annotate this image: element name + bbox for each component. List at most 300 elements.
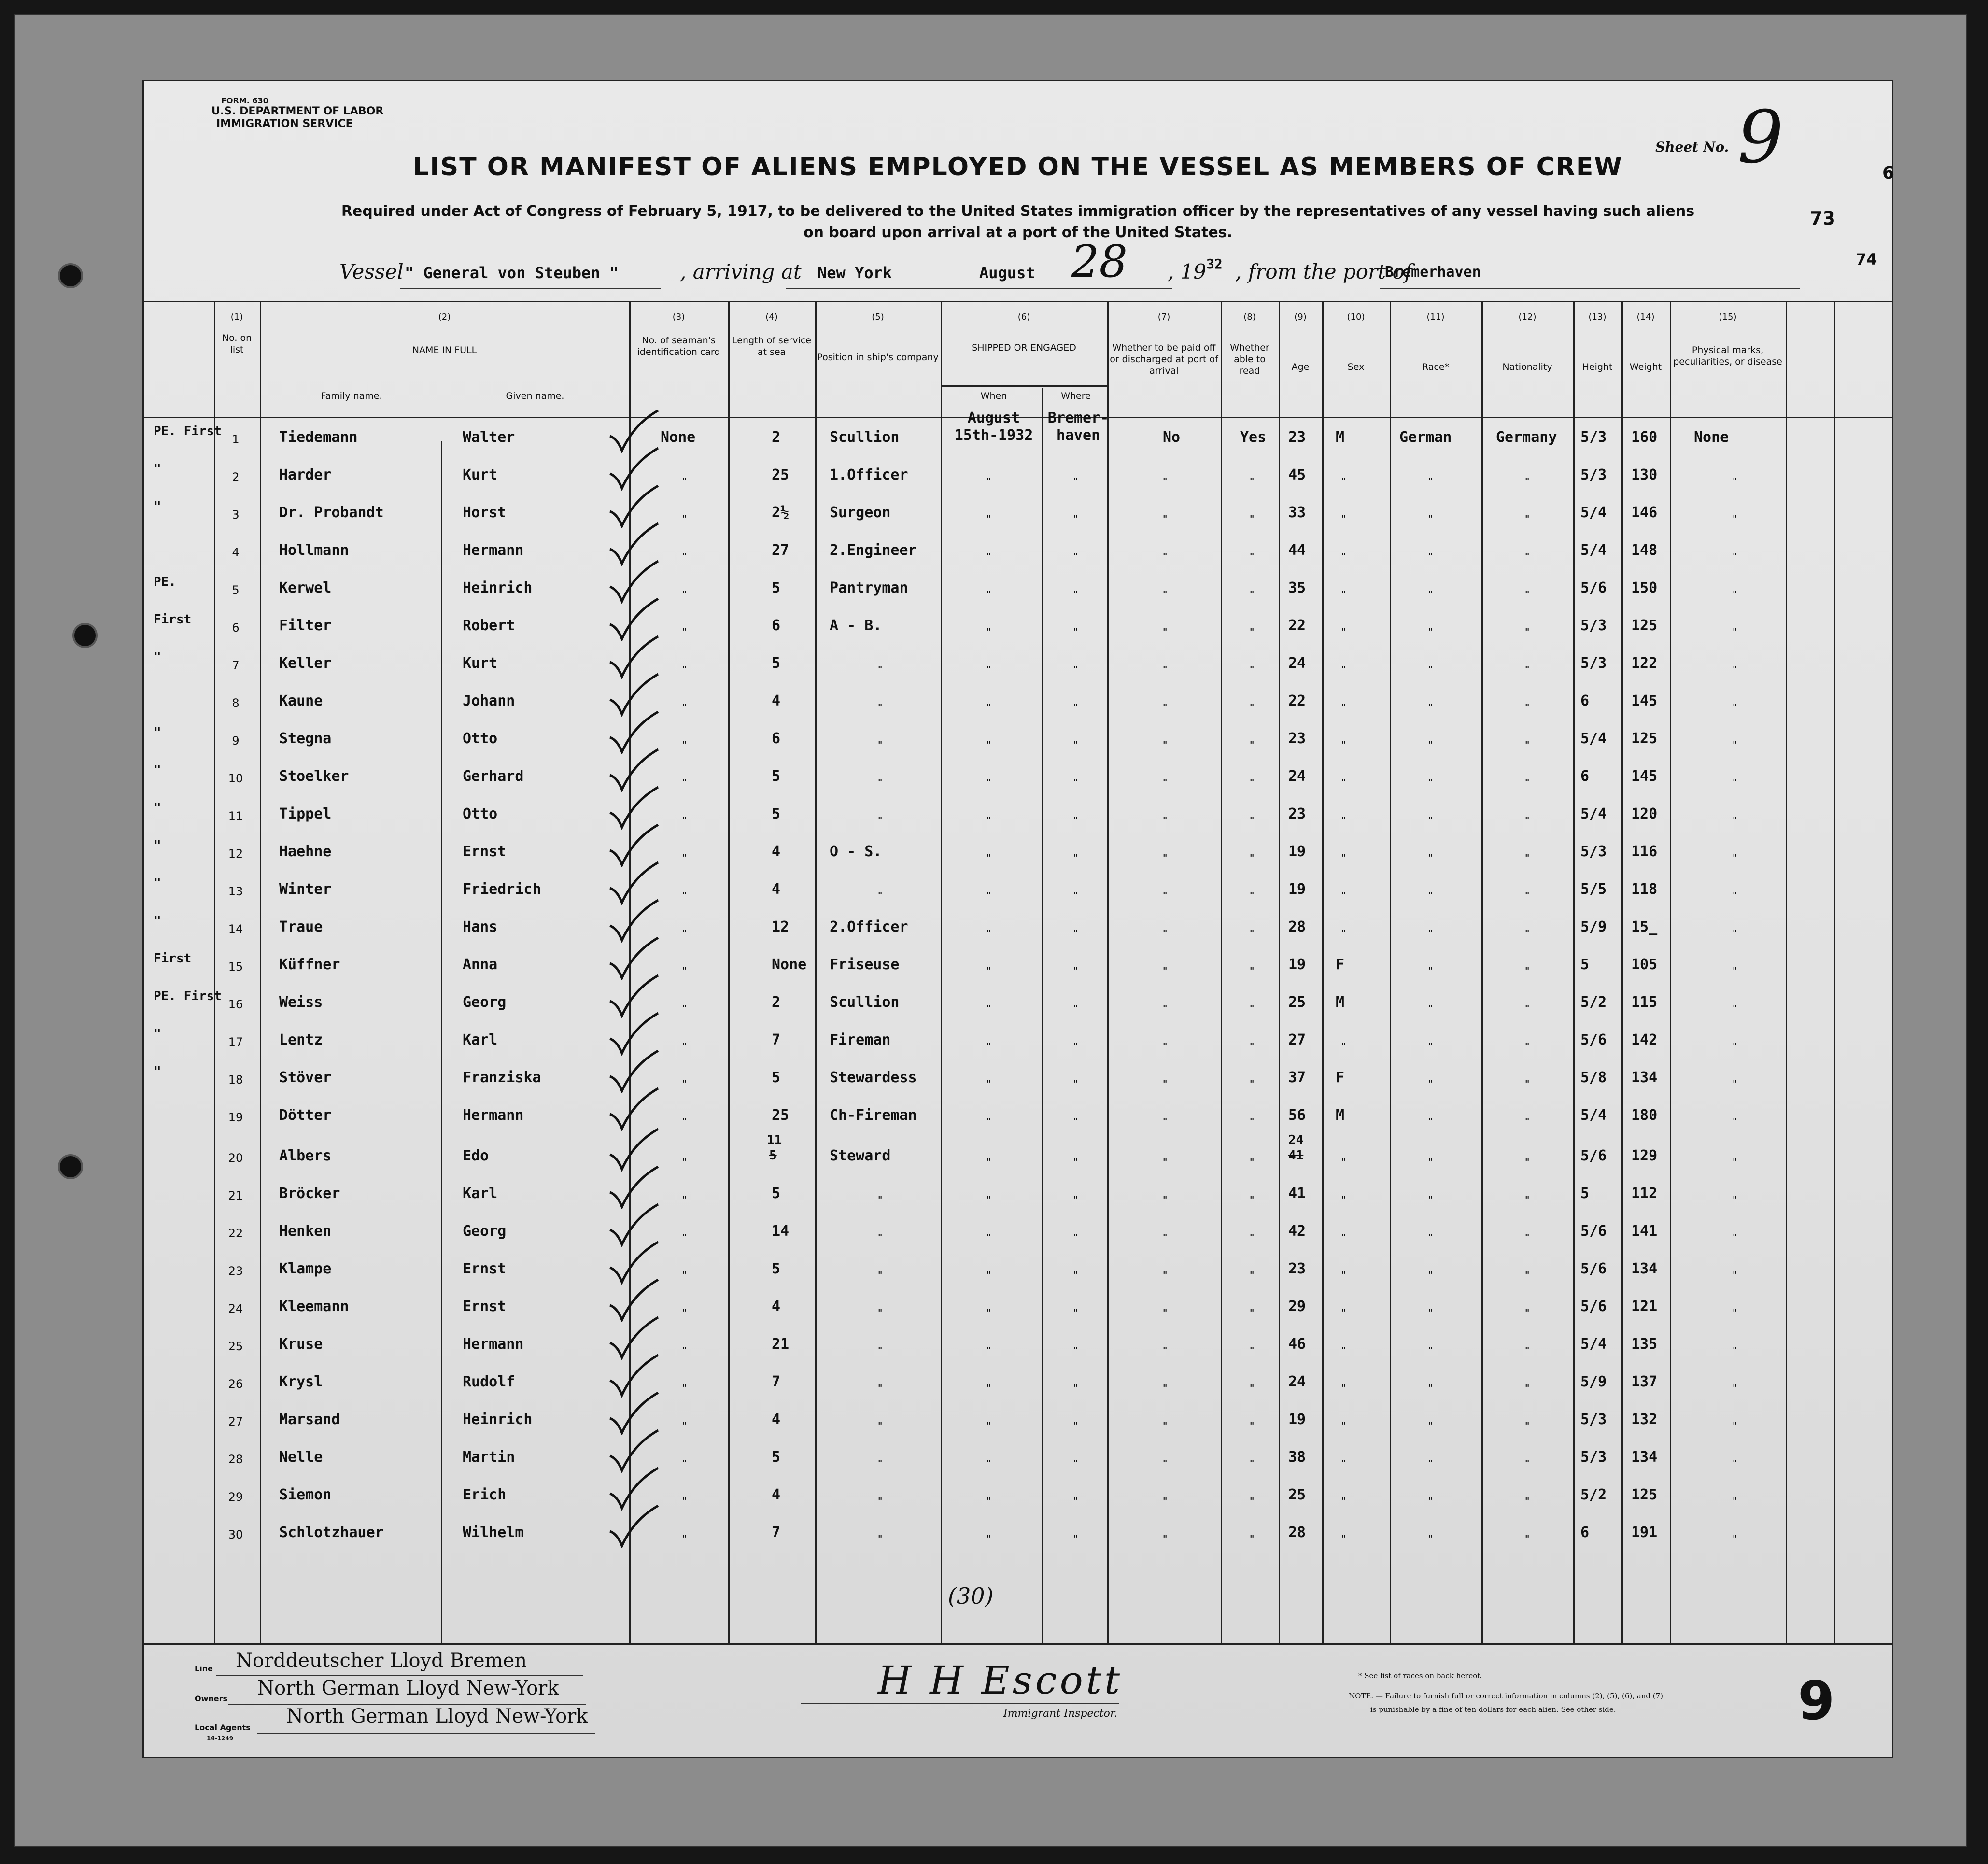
given-name: Rudolf [463,1373,515,1390]
ditto-mark: " [1525,627,1530,637]
column-header: Position in ship's company [817,352,939,363]
ditto-mark: " [1163,551,1168,562]
ditto-mark: " [1733,514,1737,524]
ditto-mark: " [878,1496,883,1506]
class-mark: PE. [154,575,176,589]
table-column-rule [441,441,442,1643]
subheader-when: When [980,391,1007,401]
bottom-sheet-number: 9 [1798,1670,1835,1732]
given-name: Gerhard [463,768,524,785]
given-name: Kurt [463,655,498,672]
ditto-mark: " [1525,928,1530,938]
ditto-mark: " [1733,627,1737,637]
ditto-mark: " [1428,514,1433,524]
weight: 134 [1631,1069,1658,1086]
row-number: 17 [228,1035,243,1049]
ditto-mark: " [682,1079,687,1089]
service-length: 5 [772,805,781,822]
seaman-card: None [661,429,696,446]
ditto-mark: " [987,1534,991,1544]
ditto-mark: " [1341,551,1346,562]
ditto-mark: " [1163,1116,1168,1127]
weight: 134 [1631,1260,1658,1277]
ditto-mark: " [878,1534,883,1544]
ditto-mark: " [1733,1041,1737,1051]
ditto-mark: " [1073,1270,1078,1280]
given-name: Hans [463,918,498,935]
ditto-mark: " [1733,777,1737,788]
service-length: 12 [772,918,790,935]
ditto-mark: " [1525,1079,1530,1089]
table-column-rule [1621,301,1623,1643]
ditto-mark: " [878,1383,883,1393]
check-mark-icon [607,1166,661,1209]
ditto-mark: " [987,966,991,976]
age: 45 [1288,466,1306,483]
ditto-mark: " [1525,1116,1530,1127]
ditto-mark: " [1428,1534,1433,1544]
family-name: Tippel [279,805,332,822]
age: 24 [1288,1133,1304,1147]
height: 5/3 [1580,843,1607,860]
ditto-mark: " [1341,664,1346,675]
column-header: No. of seaman's identification card [637,335,720,357]
ditto-mark: " [1163,966,1168,976]
service-length: 6 [772,617,781,634]
row-number: 16 [228,998,243,1011]
ditto-mark: " [1525,1496,1530,1506]
ditto-mark: " [1341,890,1346,901]
class-mark: " [154,838,161,853]
column-header: Sex [1347,362,1365,372]
table-row-rule [144,301,1892,302]
check-mark-icon [607,937,661,980]
ditto-mark: " [1525,740,1530,750]
height: 5/4 [1580,1336,1607,1353]
ditto-mark: " [878,702,883,712]
ditto-mark: " [1428,1195,1433,1205]
ditto-mark: " [682,1458,687,1469]
sheet-number: 9 [1737,96,1784,180]
family-name: Stoelker [279,768,349,785]
given-name: Georg [463,1223,507,1240]
ditto-mark: " [878,890,883,901]
ditto-mark: " [1250,1195,1255,1205]
service-length: 2 [772,994,781,1011]
ditto-mark: " [1073,551,1078,562]
given-name: Karl [463,1031,498,1048]
ditto-mark: " [1163,1308,1168,1318]
ditto-mark: " [1073,1003,1078,1014]
ditto-mark: " [1525,853,1530,863]
age: 25 [1288,994,1306,1011]
ditto-mark: " [1428,1079,1433,1089]
row-number: 8 [232,696,240,710]
ditto-mark: " [987,1157,991,1167]
ditto-mark: " [1341,928,1346,938]
ditto-mark: " [987,777,991,788]
family-name: Kaune [279,692,323,709]
check-mark-icon [607,974,661,1018]
column-number: (12) [1518,312,1537,322]
table-column-rule [1834,301,1835,1643]
ditto-mark: " [1250,1534,1255,1544]
column-header: Physical marks, peculiarities, or disease [1673,345,1782,367]
age: 27 [1288,1031,1306,1048]
family-name: Bröcker [279,1185,340,1202]
row-number: 11 [228,809,243,823]
check-mark-icon [607,1128,661,1172]
departure-underline [1380,288,1800,289]
ditto-mark: " [682,928,687,938]
weight: 112 [1631,1185,1658,1202]
age: 24 [1288,768,1306,785]
weight: 137 [1631,1373,1658,1390]
service-length: 4 [772,881,781,898]
age: 23 [1288,1260,1306,1277]
row-number: 29 [228,1490,243,1504]
ditto-mark: " [1428,1157,1433,1167]
ditto-mark: " [1073,1116,1078,1127]
ditto-mark: " [1250,514,1255,524]
ditto-mark: " [987,1308,991,1318]
table-column-rule [1322,301,1324,1643]
service-struck: 5 [769,1148,777,1163]
height: 5/3 [1580,429,1607,446]
ditto-mark: " [1428,1458,1433,1469]
ditto-mark: " [1428,551,1433,562]
weight: 15_ [1631,918,1658,935]
ditto-mark: " [1163,627,1168,637]
family-name: Stöver [279,1069,332,1086]
ditto-mark: " [682,1534,687,1544]
class-mark: First [154,951,192,966]
date-underline [965,288,1172,289]
ditto-mark: " [987,1345,991,1356]
ditto-mark: " [1733,1534,1737,1544]
sex: F [1336,956,1345,973]
height: 5/6 [1580,579,1607,596]
weight: 125 [1631,617,1658,634]
ditto-mark: " [682,1421,687,1431]
ditto-mark: " [1428,1232,1433,1243]
from-port-label: , from the port of [1235,260,1412,283]
ditto-mark: " [987,928,991,938]
ditto-mark: " [1341,1195,1346,1205]
ditto-mark: " [878,1232,883,1243]
ditto-mark: " [1250,702,1255,712]
class-mark: " [154,725,161,740]
footer-divider [144,1643,1892,1645]
ditto-mark: " [1250,1003,1255,1014]
column-header: Whether able to read [1230,342,1269,376]
ditto-mark: " [1341,514,1346,524]
position: Pantryman [830,579,908,596]
table-column-rule [941,301,942,1643]
age: 44 [1288,542,1306,559]
ditto-mark: " [1428,1041,1433,1051]
service-length: 11 [767,1133,782,1147]
ditto-mark: " [1341,1041,1346,1051]
ditto-mark: " [1341,627,1346,637]
ditto-mark: " [1250,1496,1255,1506]
age: 35 [1288,579,1306,596]
ditto-mark: " [1250,1345,1255,1356]
ditto-mark: " [1428,1003,1433,1014]
ditto-mark: " [1733,664,1737,675]
row-number: 4 [232,546,240,559]
table-column-rule [1670,301,1671,1643]
service-length: 5 [772,655,781,672]
weight: 135 [1631,1336,1658,1353]
page-subtitle [337,201,1699,243]
height: 5/4 [1580,730,1607,747]
ditto-mark: " [1733,1270,1737,1280]
ditto-mark: " [1073,589,1078,599]
ditto-mark: " [1525,1041,1530,1051]
binder-hole [58,1154,83,1179]
service-length: 2½ [772,504,790,521]
ditto-mark: " [1073,514,1078,524]
row-number: 21 [228,1189,243,1202]
height: 5 [1580,956,1590,973]
ditto-mark: " [682,1195,687,1205]
given-name: Georg [463,994,507,1011]
given-name: Friedrich [463,881,541,898]
check-mark-icon [607,1505,661,1548]
given-name: Edo [463,1147,489,1164]
ditto-mark: " [1250,1270,1255,1280]
ditto-mark: " [1163,815,1168,825]
ditto-mark: " [1163,1383,1168,1393]
ditto-mark: " [1525,1157,1530,1167]
family-name: Küffner [279,956,340,973]
weight: 115 [1631,994,1658,1011]
age: 46 [1288,1336,1306,1353]
row-number: 23 [228,1264,243,1278]
given-name: Hermann [463,542,524,559]
ditto-mark: " [987,1232,991,1243]
ditto-mark: " [987,890,991,901]
ditto-mark: " [1073,1458,1078,1469]
given-name: Otto [463,805,498,822]
check-mark-icon [607,786,661,830]
check-mark-icon [607,1279,661,1322]
ditto-mark: " [682,777,687,788]
ditto-mark: " [1250,589,1255,599]
ditto-mark: " [1250,1308,1255,1318]
check-mark-icon [607,1012,661,1056]
race: German [1399,429,1452,446]
ditto-mark: " [1428,664,1433,675]
given-name: Kurt [463,466,498,483]
check-mark-icon [607,711,661,754]
ditto-mark: " [682,1270,687,1280]
corner-mark: 6 [1882,163,1895,183]
page-title: LIST OR MANIFEST OF ALIENS EMPLOYED ON THE VESSEL AS MEMBERS OF CREW [413,153,1623,182]
position: 1.Officer [830,466,908,483]
ditto-mark: " [682,966,687,976]
ditto-mark: " [1733,1496,1737,1506]
service-length: 7 [772,1031,781,1048]
check-mark-icon [607,899,661,943]
family-name: Krysl [279,1373,323,1390]
service-length: 2 [772,429,781,446]
subheader-given: Given name. [506,391,564,401]
line-stamp: Norddeutscher Lloyd Bremen [236,1650,527,1672]
height: 5/6 [1580,1298,1607,1315]
check-mark-icon [607,1354,661,1398]
ditto-mark: " [1733,1383,1737,1393]
weight: 145 [1631,768,1658,785]
height: 5/4 [1580,805,1607,822]
subtitle-line: on board upon arrival at a port of the United States. [803,224,1233,241]
ditto-mark: " [1341,1383,1346,1393]
row-number: 28 [228,1453,243,1466]
given-name: Martin [463,1449,515,1466]
ditto-mark: " [1163,777,1168,788]
age: 19 [1288,843,1306,860]
family-name: Siemon [279,1486,332,1503]
age: 24 [1288,1373,1306,1390]
service-length: 6 [772,730,781,747]
ditto-mark: " [987,853,991,863]
ditto-mark: " [1073,815,1078,825]
ditto-mark: " [1525,514,1530,524]
ditto-mark: " [987,1003,991,1014]
table-column-rule [1279,301,1280,1643]
ditto-mark: " [1525,551,1530,562]
penalty-note: is punishable by a fine of ten dollars for each alien. See other side. [1370,1705,1616,1714]
ditto-mark: " [682,1308,687,1318]
ditto-mark: " [987,1458,991,1469]
ditto-mark: " [1428,1383,1433,1393]
ditto-mark: " [1428,740,1433,750]
given-name: Erich [463,1486,507,1503]
ditto-mark: " [878,1421,883,1431]
nationality: Germany [1496,429,1557,446]
given-name: Ernst [463,1298,507,1315]
line-underline [216,1675,583,1676]
total-count-note: (30) [948,1583,994,1609]
check-mark-icon [607,598,661,641]
ditto-mark: " [682,890,687,901]
signature-underline [801,1703,1119,1704]
check-mark-icon [607,1467,661,1511]
agents-label: Local Agents [195,1723,251,1732]
column-number: (11) [1426,312,1445,322]
check-mark-icon [607,485,661,528]
age: 22 [1288,692,1306,709]
ditto-mark: " [1525,702,1530,712]
row-number: 24 [228,1302,243,1315]
ditto-mark: " [682,476,687,486]
ditto-mark: " [1250,476,1255,486]
ditto-mark: " [682,1496,687,1506]
given-name: Anna [463,956,498,973]
given-name: Hermann [463,1336,524,1353]
ditto-mark: " [1733,1195,1737,1205]
ditto-mark: " [682,627,687,637]
family-name: Harder [279,466,332,483]
position: 2.Officer [830,918,908,935]
ditto-mark: " [1073,627,1078,637]
weight: 146 [1631,504,1658,521]
column-number: (7) [1157,312,1170,322]
ditto-mark: " [1341,1270,1346,1280]
ditto-mark: " [1163,1232,1168,1243]
column-number: (8) [1243,312,1256,322]
ditto-mark: " [1341,1534,1346,1544]
ditto-mark: " [1163,702,1168,712]
ditto-mark: " [1525,1270,1530,1280]
ditto-mark: " [682,1116,687,1127]
ditto-mark: " [1163,1195,1168,1205]
row-number: 25 [228,1340,243,1353]
ditto-mark: " [682,551,687,562]
service-length: 4 [772,1486,781,1503]
ditto-mark: " [1163,1270,1168,1280]
agents-stamp: North German Lloyd New-York [286,1705,588,1727]
class-mark: " [154,876,161,890]
column-header: Height [1582,362,1613,372]
check-mark-icon [607,410,661,453]
ditto-mark: " [1163,890,1168,901]
table-column-rule [1573,301,1575,1643]
column-number: (4) [765,312,778,322]
weight: 125 [1631,1486,1658,1503]
class-mark: PE. First [154,989,222,1003]
ditto-mark: " [1341,1421,1346,1431]
ditto-mark: " [1428,928,1433,938]
ditto-mark: " [682,1041,687,1051]
given-name: Walter [463,429,515,446]
ditto-mark: " [1250,1383,1255,1393]
agents-underline [257,1733,595,1734]
ditto-mark: " [1428,1345,1433,1356]
weight: 191 [1631,1524,1658,1541]
sex: M [1336,994,1345,1011]
weight: 160 [1631,429,1658,446]
service-length: 4 [772,692,781,709]
ditto-mark: " [682,589,687,599]
ditto-mark: " [1428,589,1433,599]
family-name: Lentz [279,1031,323,1048]
position: Ch-Fireman [830,1107,917,1124]
owners-stamp: North German Lloyd New-York [257,1677,559,1699]
service-length: None [772,956,807,973]
ditto-mark: " [1428,1496,1433,1506]
department-label: U.S. DEPARTMENT OF LABOR [211,105,384,117]
ditto-mark: " [1733,815,1737,825]
position: Friseuse [830,956,900,973]
ditto-mark: " [1525,815,1530,825]
family-name: Marsand [279,1411,340,1428]
ditto-mark: " [1428,890,1433,901]
ditto-mark: " [682,853,687,863]
row-number: 12 [228,847,243,861]
class-mark: " [154,763,161,777]
ditto-mark: " [1733,702,1737,712]
shipped-when: August 15th-1932 [954,410,1033,444]
column-header: Race* [1422,362,1450,372]
ditto-mark: " [1163,1534,1168,1544]
row-number: 15 [228,960,243,974]
ditto-mark: " [1163,1041,1168,1051]
ditto-mark: " [1341,1496,1346,1506]
age: 37 [1288,1069,1306,1086]
ditto-mark: " [1525,1003,1530,1014]
